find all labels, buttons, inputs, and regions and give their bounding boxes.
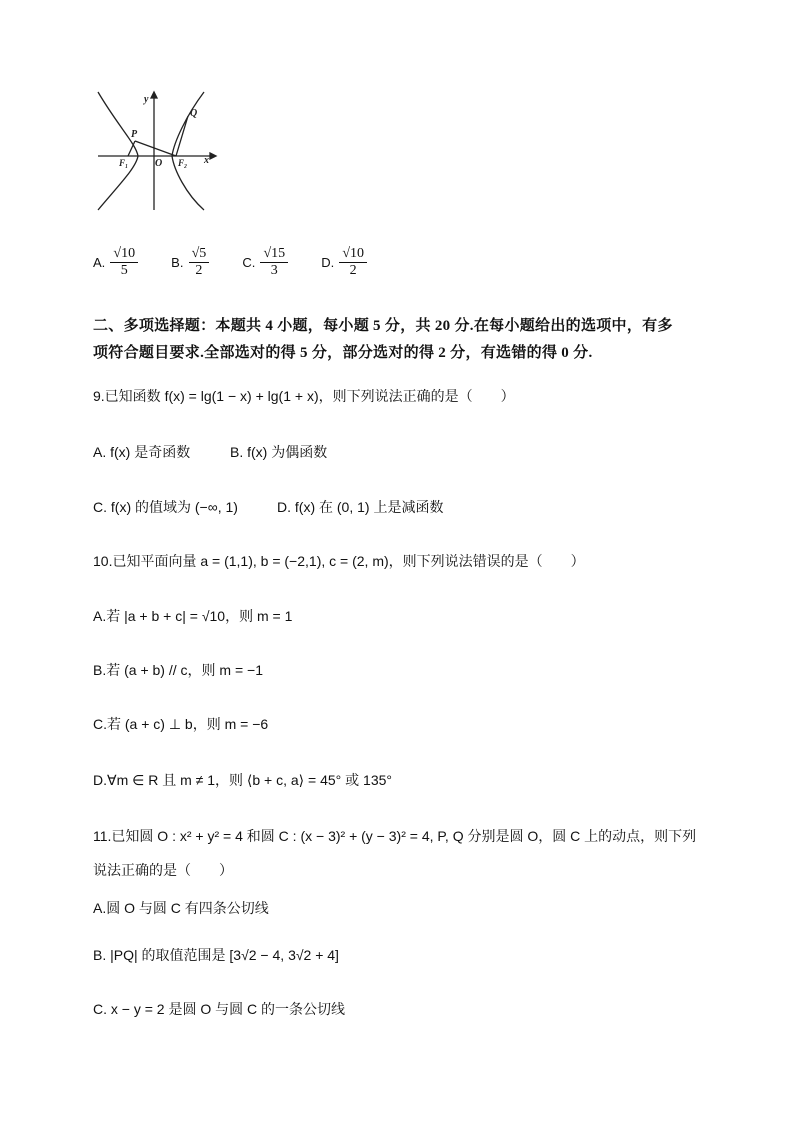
q11-option-c[interactable]: C. x − y = 2 是圆 O 与圆 C 的一条公切线 <box>93 1001 346 1017</box>
label-f2: F₂ <box>178 158 188 168</box>
q9-option-a[interactable]: A. f(x) 是奇函数 <box>93 444 191 460</box>
q10-option-d[interactable]: D.∀m ∈ R 且 m ≠ 1，则 ⟨b + c, a⟩ = 45° 或 135° <box>93 772 392 788</box>
q11-option-b[interactable]: B. |PQ| 的取值范围是 [3√2 − 4, 3√2 + 4] <box>93 947 339 963</box>
label-q: Q <box>190 108 198 119</box>
q9-option-d[interactable]: D. f(x) 在 (0, 1) 上是减函数 <box>277 499 444 515</box>
q9-stem: 9.已知函数 f(x) = lg(1 − x) + lg(1 + x)，则下列说法正确的是（ ） <box>93 388 515 404</box>
section2-line1: 二、多项选择题：本题共 4 小题，每小题 5 分，共 20 分.在每小题给出的选项中，有多 <box>93 318 673 334</box>
q10-stem: 10.已知平面向量 a = (1,1), b = (−2,1), c = (2, m)，则下列说法错误的是（ ） <box>93 553 585 569</box>
label-x: x <box>204 155 209 166</box>
hyperbola-figure <box>92 86 222 212</box>
q8-option-d[interactable]: D. $\frac{√10}{2}$ <box>321 252 367 271</box>
fraction: $\frac{√5}{2}$ <box>189 246 210 279</box>
q11-stem-line2: 说法正确的是（ ） <box>93 862 233 878</box>
fraction: $\frac{√10}{2}$ <box>339 246 367 279</box>
label-y: y <box>144 94 149 105</box>
q11-stem-line1: 11.已知圆 O : x² + y² = 4 和圆 C : (x − 3)² + (y − 3)² = 4, P, Q 分别是圆 O，圆 C 上的动点，则下列 <box>93 828 697 844</box>
section2-line2: 项符合题目要求.全部选对的得 5 分，部分选对的得 2 分，有选错的得 0 分. <box>93 345 593 361</box>
q8-option-a[interactable]: A. $\frac{√10}{5}$ <box>93 252 143 271</box>
hyperbola-right-branch <box>172 92 204 210</box>
q10-option-a[interactable]: A.若 |a + b + c| = √10，则 m = 1 <box>93 608 293 624</box>
label-p: P <box>131 129 138 140</box>
fraction: $\frac{√10}{5}$ <box>110 246 138 279</box>
q8-options <box>93 246 367 279</box>
x-axis-arrow <box>210 153 216 159</box>
q9-option-c[interactable]: C. f(x) 的值域为 (−∞, 1) <box>93 499 238 515</box>
q9-option-b[interactable]: B. f(x) 为偶函数 <box>230 444 328 460</box>
label-f1: F₁ <box>119 158 129 168</box>
q10-option-c[interactable]: C.若 (a + c) ⊥ b，则 m = −6 <box>93 716 269 732</box>
q11-option-a[interactable]: A.圆 O 与圆 C 有四条公切线 <box>93 900 269 916</box>
segment-pf2 <box>135 141 176 156</box>
y-axis-arrow <box>151 92 157 98</box>
fraction: $\frac{√15}{3}$ <box>260 246 288 279</box>
label-o: O <box>155 158 163 169</box>
q10-option-b[interactable]: B.若 (a + b) // c，则 m = −1 <box>93 662 263 678</box>
q8-option-b[interactable]: B. $\frac{√5}{2}$ <box>171 252 214 271</box>
q8-option-c[interactable]: C. $\frac{√15}{3}$ <box>242 252 293 271</box>
hyperbola-left-branch <box>98 92 138 210</box>
